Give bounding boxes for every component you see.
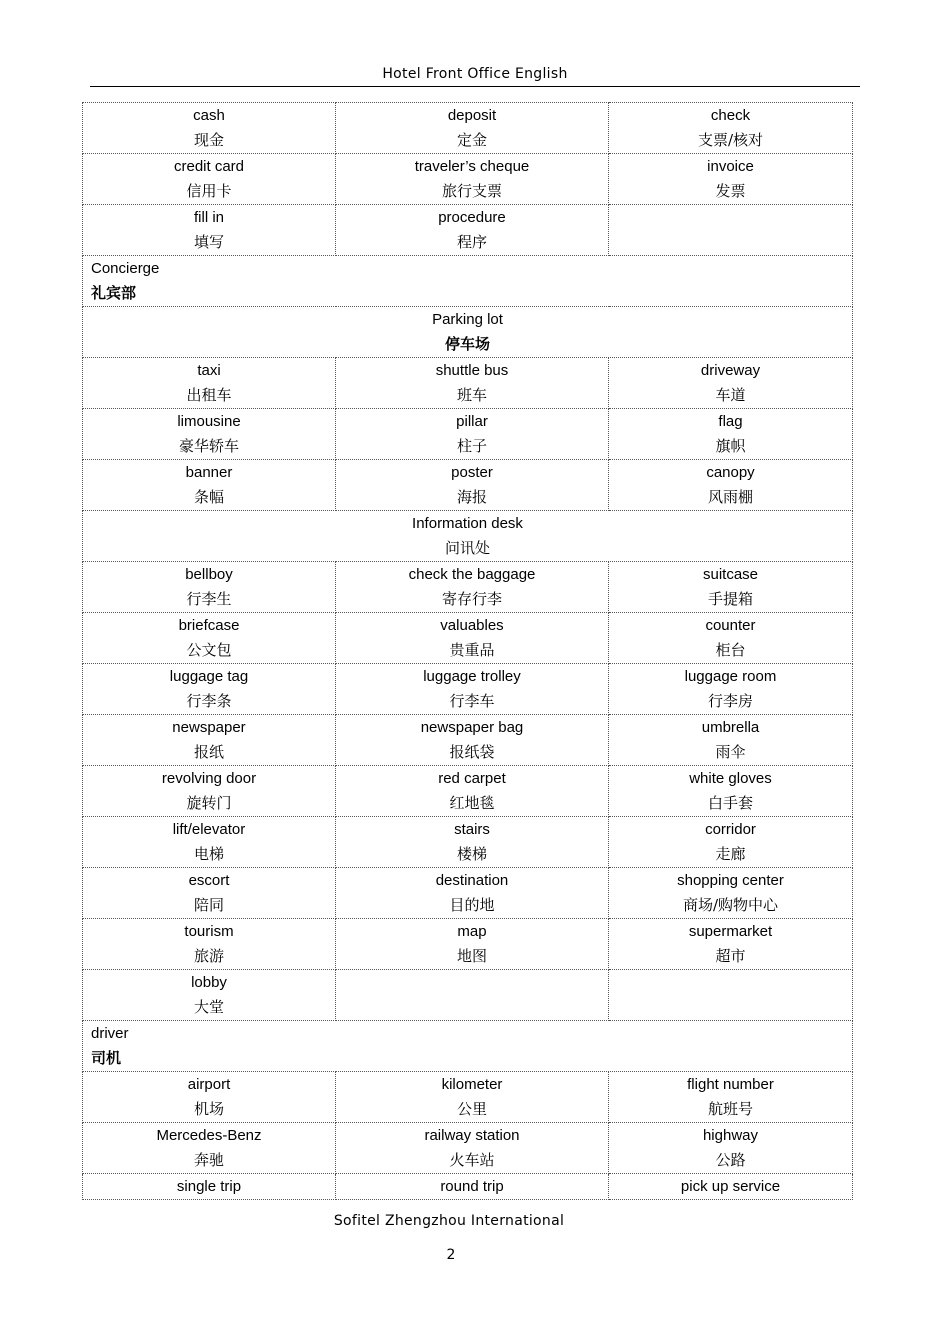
term-english: highway [702,1127,759,1144]
term-english: check the baggage [408,566,536,583]
vocab-cell [336,1123,609,1174]
term-english: counter [705,617,756,634]
term-chinese: 手提箱 [707,590,753,608]
vocab-cell [83,103,336,154]
vocab-cell [83,154,336,205]
term-chinese: 大堂 [193,998,224,1016]
term-chinese: 行李车 [449,692,495,710]
term-chinese: 定金 [456,131,487,149]
term-chinese: 地图 [456,947,487,965]
vocab-cell [609,103,853,154]
term-chinese: 车道 [715,386,746,404]
term-chinese: 奔驰 [193,1151,224,1169]
term-chinese: 现金 [193,131,224,149]
term-chinese [609,995,852,1020]
term-english: check [710,107,751,124]
term-english: pick up service [680,1178,781,1195]
vocab-cell [83,562,336,613]
section-title-english: driver [91,1025,129,1042]
vocab-cell [609,409,853,460]
term-english [609,970,852,995]
term-chinese: 走廊 [715,845,746,863]
subsection-title-english: Parking lot [432,311,503,328]
term-english: Mercedes-Benz [156,1127,262,1144]
subheading-row [83,307,853,358]
vocab-cell [83,919,336,970]
term-english: cash [193,107,225,124]
term-english: red carpet [438,770,506,787]
vocab-cell [609,919,853,970]
term-chinese: 商场/购物中心 [682,896,779,914]
term-english: escort [188,872,230,889]
term-chinese: 机场 [193,1100,224,1118]
vocab-cell [83,613,336,664]
vocab-row [83,103,853,154]
term-chinese: 公路 [715,1151,746,1169]
term-english: flight number [687,1076,774,1093]
vocab-cell [609,817,853,868]
term-chinese: 陪同 [193,896,224,914]
subsection-heading [83,511,853,562]
vocab-cell [83,970,336,1021]
vocab-cell [336,970,609,1021]
term-chinese: 报纸 [193,743,224,761]
vocab-cell [609,1072,853,1123]
header-divider [90,86,860,87]
term-english [336,970,608,995]
vocab-row [83,562,853,613]
vocab-row [83,970,853,1021]
term-english: deposit [447,107,497,124]
vocab-cell [336,562,609,613]
term-english: canopy [706,464,755,481]
vocab-cell [83,766,336,817]
term-chinese: 旗帜 [715,437,746,455]
term-chinese [336,995,608,1020]
vocabulary-table-body [83,103,853,1200]
vocab-cell [336,868,609,919]
vocab-cell [609,460,853,511]
term-english: newspaper bag [420,719,524,736]
term-chinese: 旅行支票 [441,182,502,200]
term-chinese: 行李生 [186,590,232,608]
term-chinese: 贵重品 [449,641,495,659]
term-chinese: 班车 [456,386,487,404]
section-title-chinese: 礼宾部 [91,284,137,302]
term-chinese [609,230,852,255]
term-chinese: 行李房 [707,692,753,710]
section-heading [83,1021,853,1072]
vocab-cell [336,154,609,205]
vocab-cell [609,562,853,613]
term-chinese: 柱子 [456,437,487,455]
term-chinese: 报纸袋 [449,743,495,761]
subsection-title-english: Information desk [412,515,523,532]
vocab-row [83,205,853,256]
term-english: invoice [707,158,754,175]
vocab-row [83,460,853,511]
term-english: luggage room [684,668,777,685]
vocab-cell [609,358,853,409]
term-english: shuttle bus [435,362,509,379]
term-english: corridor [705,821,756,838]
term-chinese: 楼梯 [456,845,487,863]
term-english: credit card [173,158,245,175]
vocab-row [83,919,853,970]
term-chinese: 电梯 [193,845,224,863]
vocab-row [83,1174,853,1200]
vocab-cell [336,664,609,715]
term-english: railway station [424,1127,520,1144]
term-chinese: 出租车 [186,386,232,404]
term-english: revolving door [161,770,257,787]
subheading-row [83,511,853,562]
term-chinese: 条幅 [193,488,224,506]
vocab-cell [609,970,853,1021]
term-chinese: 目的地 [449,896,495,914]
term-chinese: 雨伞 [715,743,746,761]
vocab-cell [83,358,336,409]
vocab-cell [609,664,853,715]
subsection-title-chinese: 停车场 [444,335,490,353]
term-chinese: 公文包 [186,641,232,659]
vocab-row [83,613,853,664]
vocab-row [83,409,853,460]
term-chinese: 寄存行李 [441,590,502,608]
term-chinese: 程序 [456,233,487,251]
term-english [609,205,852,230]
vocab-row [83,664,853,715]
section-title-english: Concierge [91,260,160,277]
term-english: single trip [176,1178,242,1195]
term-english: briefcase [178,617,240,634]
vocab-cell [336,919,609,970]
term-english: lift/elevator [172,821,246,838]
term-english: bellboy [185,566,233,583]
vocab-cell [83,868,336,919]
term-english: map [457,923,487,940]
term-chinese: 风雨棚 [707,488,753,506]
vocab-cell [336,613,609,664]
vocab-row [83,1123,853,1174]
vocab-row [83,1072,853,1123]
term-chinese: 白手套 [707,794,753,812]
vocab-cell [609,205,853,256]
vocab-cell [336,358,609,409]
term-english: stairs [454,821,490,838]
page-number: 2 [446,1247,456,1263]
subsection-title-chinese: 问讯处 [444,539,490,557]
term-chinese: 旅游 [193,947,224,965]
term-english: newspaper [172,719,246,736]
term-chinese: 豪华轿车 [178,437,239,455]
section-row [83,1021,853,1072]
vocab-row [83,358,853,409]
vocab-cell [83,817,336,868]
page-header: Hotel Front Office English [382,66,568,82]
vocab-cell [336,1072,609,1123]
term-english: pillar [456,413,488,430]
section-heading [83,256,853,307]
term-english: limousine [177,413,241,430]
vocab-cell [336,409,609,460]
vocab-cell [336,460,609,511]
term-english: flag [718,413,743,430]
vocab-cell [336,103,609,154]
term-english: luggage trolley [423,668,521,685]
vocab-cell [336,205,609,256]
vocab-cell [83,1072,336,1123]
term-english: suitcase [702,566,759,583]
page-footer: Sofitel Zhengzhou International [333,1213,565,1229]
vocab-cell [83,409,336,460]
term-chinese: 填写 [193,233,224,251]
vocabulary-table [82,102,853,1200]
vocab-row [83,868,853,919]
term-chinese: 行李条 [186,692,232,710]
term-chinese: 红地毯 [449,794,495,812]
vocab-cell [83,460,336,511]
term-english: banner [185,464,233,481]
term-english: lobby [191,974,227,991]
term-chinese: 支票/核对 [697,131,764,149]
term-chinese: 公里 [456,1100,487,1118]
term-english: round trip [440,1178,504,1195]
term-english: tourism [184,923,234,940]
vocab-cell [336,766,609,817]
term-chinese: 火车站 [449,1151,495,1169]
term-chinese: 超市 [715,947,746,965]
vocab-row [83,715,853,766]
term-english: traveler’s cheque [414,158,530,175]
vocab-cell [336,1174,609,1200]
term-chinese: 旋转门 [186,794,232,812]
vocab-cell [83,664,336,715]
vocab-cell [609,715,853,766]
vocab-cell [609,613,853,664]
term-english: taxi [197,362,221,379]
vocab-row [83,154,853,205]
vocab-cell [336,715,609,766]
vocab-cell [83,205,336,256]
subsection-heading [83,307,853,358]
term-english: luggage tag [169,668,249,685]
section-row [83,256,853,307]
term-english: fill in [193,209,224,226]
term-english: umbrella [701,719,760,736]
term-chinese: 信用卡 [186,182,232,200]
vocab-cell [609,1174,853,1200]
term-english: poster [451,464,493,481]
vocab-row [83,817,853,868]
term-chinese: 航班号 [707,1100,753,1118]
vocab-cell [83,1174,336,1200]
vocab-cell [609,766,853,817]
vocab-cell [336,817,609,868]
vocab-cell [609,868,853,919]
term-english: kilometer [441,1076,503,1093]
term-english: driveway [700,362,761,379]
term-english: white gloves [689,770,772,787]
term-english: valuables [440,617,504,634]
vocab-cell [609,154,853,205]
term-english: destination [435,872,509,889]
section-title-chinese: 司机 [91,1049,122,1067]
term-chinese: 海报 [456,488,487,506]
term-chinese: 发票 [715,182,746,200]
vocab-cell [83,715,336,766]
vocab-row [83,766,853,817]
vocab-cell [609,1123,853,1174]
term-english: procedure [438,209,506,226]
term-english: shopping center [677,872,784,889]
term-english: airport [187,1076,231,1093]
term-chinese: 柜台 [715,641,746,659]
vocab-cell [83,1123,336,1174]
term-english: supermarket [688,923,773,940]
